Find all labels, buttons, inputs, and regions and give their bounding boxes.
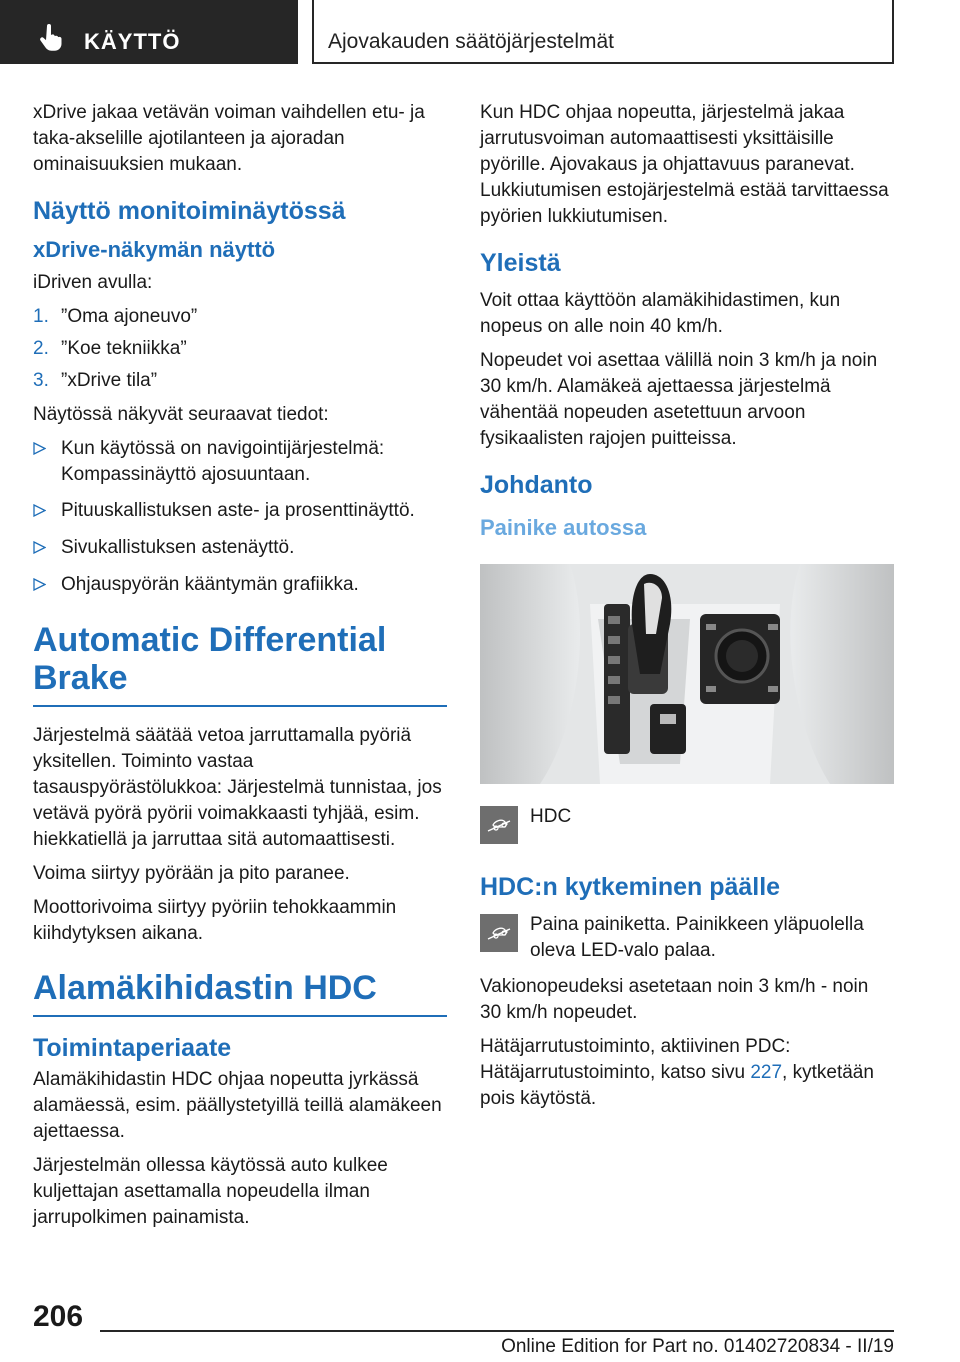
edition-info: Online Edition for Part no. 01402720834 - II/19 bbox=[501, 1336, 894, 1357]
heading-hdc-on: HDC:n kytkeminen päälle bbox=[480, 873, 781, 901]
list-item bbox=[33, 368, 447, 394]
display-info-list bbox=[33, 436, 447, 599]
hdc-on-instruction bbox=[480, 912, 894, 964]
bullet-text: Kun käytössä on navigointijärjestelmä: Kompassinäyttö ajosuuntaan. bbox=[61, 438, 385, 485]
principle-paragraph-1: Alamäkihidastin HDC ohjaa nopeutta jyrkässä alamäessä, esim. päällystetyillä teillä alamäkeen ajettaessa. bbox=[33, 1069, 442, 1142]
triangle-bullet-icon bbox=[33, 535, 61, 562]
bullet-text: Ohjauspyörän kääntymän grafiikka. bbox=[61, 574, 359, 595]
step-text: ”Koe tekniikka” bbox=[61, 338, 187, 359]
hand-pointer-icon bbox=[38, 24, 64, 57]
triangle-bullet-icon bbox=[33, 498, 61, 525]
chapter-title-box bbox=[312, 0, 894, 64]
shown-label: Näytössä näkyvät seuraavat tiedot: bbox=[33, 404, 329, 425]
hdc-on-paragraph-1: Paina painiketta. Painikkeen yläpuolella oleva LED-valo palaa. bbox=[530, 914, 864, 961]
step-text: ”Oma ajoneuvo” bbox=[61, 306, 198, 327]
page-header bbox=[0, 0, 960, 66]
principle-paragraph-2: Järjestelmän ollessa käytössä auto kulkee kuljettajan asettamalla nopeudella ilman jarrupolkimen painamista. bbox=[33, 1155, 388, 1228]
list-item bbox=[33, 498, 447, 525]
hdc-descent-icon bbox=[480, 914, 518, 952]
step-text: ”xDrive tila” bbox=[61, 370, 158, 391]
step-number: 3. bbox=[33, 370, 49, 391]
footer-divider bbox=[100, 1330, 894, 1332]
hdc-on-p3-text: Hätäjarrutustoiminto, aktiivinen PDC: Hätäjarrutustoiminto, katso sivu bbox=[480, 1036, 791, 1083]
page-number: 206 bbox=[33, 1300, 84, 1333]
heading-hdc: Alamäkihidastin HDC bbox=[33, 969, 447, 1017]
list-item bbox=[33, 304, 447, 330]
right-column bbox=[480, 100, 894, 1120]
list-item bbox=[33, 336, 447, 362]
heading-adb: Automatic Differential Brake bbox=[33, 621, 447, 707]
triangle-bullet-icon bbox=[33, 572, 61, 599]
adb-paragraph-2: Voima siirtyy pyörään ja pito paranee. bbox=[33, 863, 350, 884]
general-paragraph-1: Voit ottaa käyttöön alamäkihidastimen, kun nopeus on alle noin 40 km/h. bbox=[480, 290, 841, 337]
hdc-descent-icon bbox=[480, 806, 518, 844]
bullet-text: Pituuskallistuksen aste- ja prosenttinäyttö. bbox=[61, 500, 415, 521]
adb-paragraph-3: Moottorivoima siirtyy pyöriin tehokkaammin kiihdytyksen aikana. bbox=[33, 897, 397, 944]
hdc-on-paragraph-3 bbox=[480, 1034, 894, 1112]
heading-principle: Toimintaperiaate bbox=[33, 1034, 232, 1062]
menu-steps bbox=[33, 304, 447, 394]
center-console-photo bbox=[480, 564, 894, 784]
heading-display: Näyttö monitoiminäytössä bbox=[33, 197, 346, 225]
step-number: 1. bbox=[33, 306, 49, 327]
left-column bbox=[33, 100, 447, 1239]
heading-general: Yleistä bbox=[480, 249, 561, 277]
triangle-bullet-icon bbox=[33, 436, 61, 488]
step-number: 2. bbox=[33, 338, 49, 359]
list-item bbox=[33, 572, 447, 599]
hdc-label: HDC bbox=[530, 806, 572, 827]
hdc-braking-paragraph: Kun HDC ohjaa nopeutta, järjestelmä jakaa jarrutusvoiman automaattisesti yksittäisille pyörille. Ajovakaus ja ohjattavuus paranevat. Lukkiutumisen estojärjestelmä estää tarvittaessa pyörien lukkiutumisen. bbox=[480, 102, 889, 227]
hdc-on-paragraph-2: Vakionopeudeksi asetetaan noin 3 km/h - noin 30 km/h nopeudet. bbox=[480, 976, 869, 1023]
bullet-text: Sivukallistuksen astenäyttö. bbox=[61, 537, 295, 558]
heading-intro: Johdanto bbox=[480, 471, 593, 499]
section-tab bbox=[0, 0, 298, 64]
general-paragraph-2: Nopeudet voi asettaa välillä noin 3 km/h ja noin 30 km/h. Alamäkeä ajettaessa järjestelmä vähentää nopeuden asetettuun arvoon fysikaalisten rajojen puitteissa. bbox=[480, 350, 878, 449]
hdc-button-legend bbox=[480, 804, 894, 844]
section-label: KÄYTTÖ bbox=[84, 29, 181, 54]
heading-xdrive-view: xDrive-näkymän näyttö bbox=[33, 237, 276, 262]
list-item bbox=[33, 535, 447, 562]
page-227-link[interactable]: 227 bbox=[750, 1062, 783, 1083]
idrive-label: iDriven avulla: bbox=[33, 272, 153, 293]
chapter-title: Ajovakauden säätöjärjestelmät bbox=[328, 30, 615, 53]
list-item bbox=[33, 436, 447, 488]
xdrive-intro: xDrive jakaa vetävän voiman vaihdellen etu- ja taka-akselille ajotilanteen ja ajoradan ominaisuuksien mukaan. bbox=[33, 102, 425, 175]
adb-paragraph-1: Järjestelmä säätää vetoa jarruttamalla pyöriä yksitellen. Toiminto vastaa tasauspyörästölukkoa: Järjestelmä tunnistaa, jos vetävä pyörä pyörii voimakkaasti tyhjää, esim. hiekkatiellä ja jarruttaa sitä automaattisesti. bbox=[33, 725, 442, 850]
heading-button-in-car: Painike autossa bbox=[480, 515, 647, 540]
hdc-on-p3-tail: , kytketään pois käytöstä. bbox=[480, 1062, 874, 1109]
